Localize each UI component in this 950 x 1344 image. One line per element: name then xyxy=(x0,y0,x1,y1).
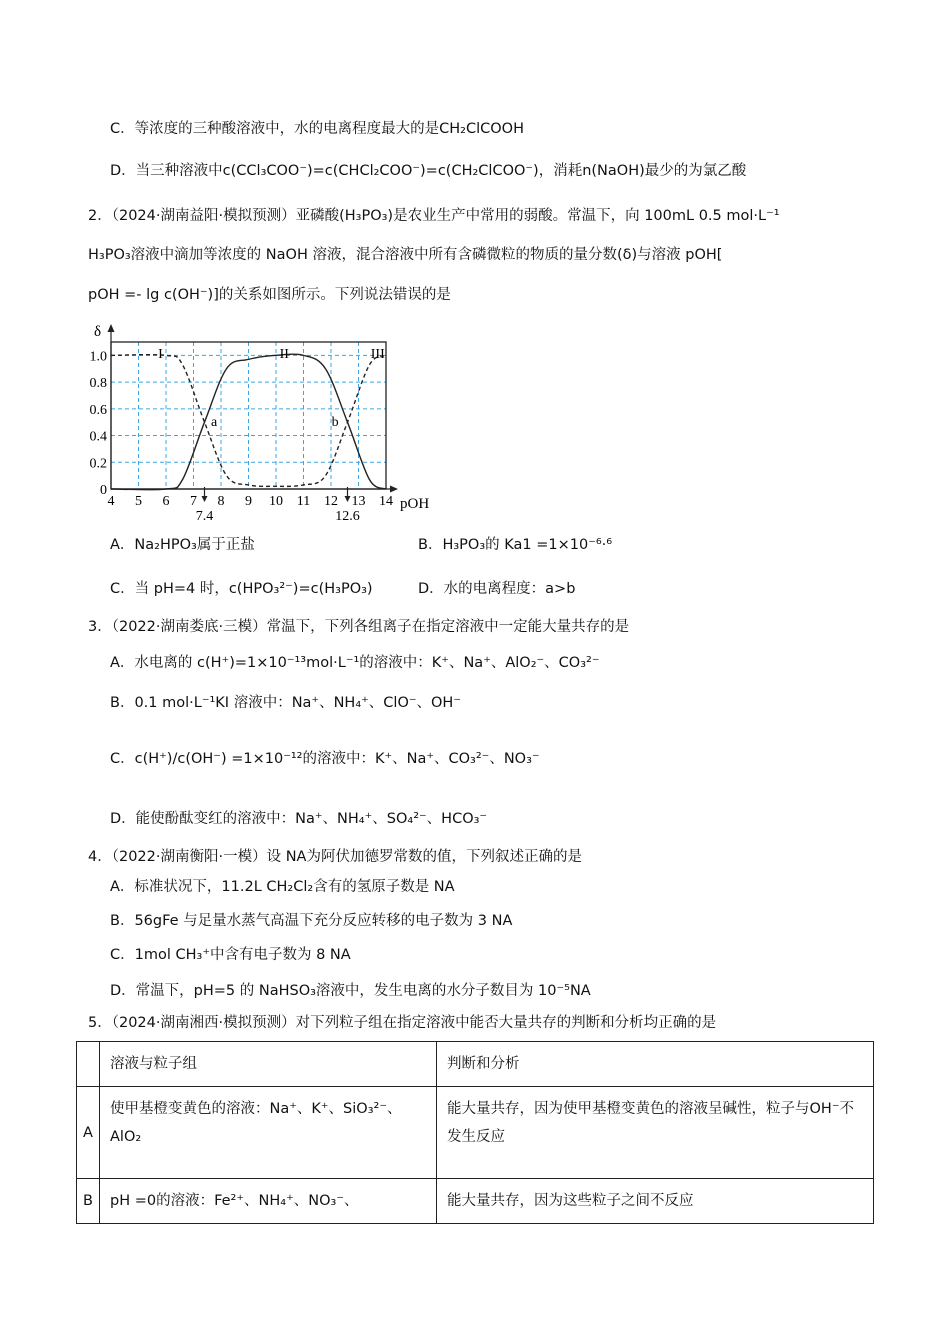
table-cell: pH =0的溶液：Fe²⁺、NH₄⁺、NO₃⁻、 xyxy=(100,1179,437,1224)
delta-pOH-chart xyxy=(86,322,446,522)
q1-option-d: D．当三种溶液中c(CCl₃COO⁻)=c(CHCl₂COO⁻)=c(CH₂ClCOO⁻)，消耗n(NaOH)最少的为氯乙酸 xyxy=(110,163,747,179)
marker-label: 12.6 xyxy=(335,509,360,522)
x-axis-arrow xyxy=(390,486,398,493)
q4-option-d: D．常温下，pH=5 的 NaHSO₃溶液中，发生电离的水分子数目为 10⁻⁵NA xyxy=(110,983,591,999)
y-tick-label: 1.0 xyxy=(89,349,107,365)
q2-stem-line2: H₃PO₃溶液中滴加等浓度的 NaOH 溶液，混合溶液中所有含磷微粒的物质的量分数(δ)与溶液 pOH[ xyxy=(88,247,723,263)
region-label: III xyxy=(370,347,385,362)
q2-option-a: A．Na₂HPO₃属于正盐 xyxy=(110,537,255,553)
y-axis-label: δ xyxy=(94,324,102,340)
x-tick-label: 7 xyxy=(190,494,197,509)
point-label: a xyxy=(211,415,218,431)
x-tick-label: 9 xyxy=(245,494,252,509)
marker-label: 7.4 xyxy=(195,509,214,522)
marker-arrowhead xyxy=(202,496,208,502)
row-label: B xyxy=(77,1179,100,1224)
q3-option-d: D．能使酚酞变红的溶液中：Na⁺、NH₄⁺、SO₄²⁻、HCO₃⁻ xyxy=(110,811,488,827)
marker-arrowhead xyxy=(345,496,351,502)
x-tick-label: 12 xyxy=(324,494,338,509)
region-label: II xyxy=(279,347,289,362)
q5-stem: 5．（2024·湖南湘西·模拟预测）对下列粒子组在指定溶液中能否大量共存的判断和分析均正确的是 xyxy=(88,1015,717,1031)
y-axis-arrow xyxy=(108,324,115,332)
point-label: b xyxy=(331,415,339,431)
x-tick-label: 4 xyxy=(107,494,115,509)
q1-option-c: C．等浓度的三种酸溶液中，水的电离程度最大的是CH₂ClCOOH xyxy=(110,121,524,137)
table-header-cell: 溶液与粒子组 xyxy=(100,1042,437,1087)
q2-option-d: D．水的电离程度：a>b xyxy=(418,581,576,597)
table-cell: 使甲基橙变黄色的溶液：Na⁺、K⁺、SiO₃²⁻、AlO₂ xyxy=(100,1087,437,1179)
row-label: A xyxy=(77,1087,100,1179)
table-cell: 能大量共存，因为这些粒子之间不反应 xyxy=(437,1179,874,1224)
q3-option-a: A．水电离的 c(H⁺)=1×10⁻¹³mol·L⁻¹的溶液中：K⁺、Na⁺、AlO₂⁻、CO₃²⁻ xyxy=(110,655,600,671)
q4-option-c: C．1mol CH₃⁺中含有电子数为 8 NA xyxy=(110,947,351,963)
table-header-cell: 判断和分析 xyxy=(437,1042,874,1087)
x-tick-label: 5 xyxy=(135,494,142,509)
y-tick-label: 0.4 xyxy=(89,429,107,445)
q2-option-c: C．当 pH=4 时，c(HPO₃²⁻)=c(H₃PO₃) xyxy=(110,581,373,597)
table-cell: 能大量共存，因为使甲基橙变黄色的溶液呈碱性，粒子与OH⁻不发生反应 xyxy=(437,1087,874,1179)
q2-stem-line3: pOH =- lg c(OH⁻)]的关系如图所示。下列说法错误的是 xyxy=(88,287,451,303)
q5-table xyxy=(76,1041,874,1224)
y-tick-label: 0.8 xyxy=(89,376,107,392)
q4-option-a: A．标准状况下，11.2L CH₂Cl₂含有的氢原子数是 NA xyxy=(110,879,455,895)
table-row xyxy=(77,1087,874,1179)
table-row xyxy=(77,1179,874,1224)
q4-stem: 4．（2022·湖南衡阳·一模）设 NA为阿伏加德罗常数的值，下列叙述正确的是 xyxy=(88,849,582,865)
x-tick-label: 10 xyxy=(269,494,283,509)
q3-stem: 3．（2022·湖南娄底·三模）常温下，下列各组离子在指定溶液中一定能大量共存的是 xyxy=(88,619,630,635)
q4-option-b: B．56gFe 与足量水蒸气高温下充分反应转移的电子数为 3 NA xyxy=(110,913,513,929)
region-label: I xyxy=(158,347,163,362)
x-tick-label: 13 xyxy=(351,494,366,509)
x-tick-label: 11 xyxy=(296,494,311,509)
q2-stem-line1: 2．（2024·湖南益阳·模拟预测）亚磷酸(H₃PO₃)是农业生产中常用的弱酸。常温下，向 100mL 0.5 mol·L⁻¹ xyxy=(88,208,780,224)
x-axis-label: pOH xyxy=(400,496,430,512)
q3-option-b: B．0.1 mol·L⁻¹KI 溶液中：Na⁺、NH₄⁺、ClO⁻、OH⁻ xyxy=(110,695,461,711)
table-header-blank xyxy=(77,1042,100,1087)
table-header-row xyxy=(77,1042,874,1087)
y-tick-label: 0.2 xyxy=(89,456,107,472)
y-tick-label: 0.6 xyxy=(89,402,107,418)
y-tick-label: 0 xyxy=(100,483,107,498)
q2-option-b: B．H₃PO₃的 Ka1 =1×10⁻⁶·⁶ xyxy=(418,537,613,553)
x-tick-label: 14 xyxy=(379,494,393,509)
q3-option-c: C．c(H⁺)/c(OH⁻) =1×10⁻¹²的溶液中：K⁺、Na⁺、CO₃²⁻、NO₃⁻ xyxy=(110,751,540,767)
x-tick-label: 8 xyxy=(217,494,225,509)
x-tick-label: 6 xyxy=(162,494,170,509)
